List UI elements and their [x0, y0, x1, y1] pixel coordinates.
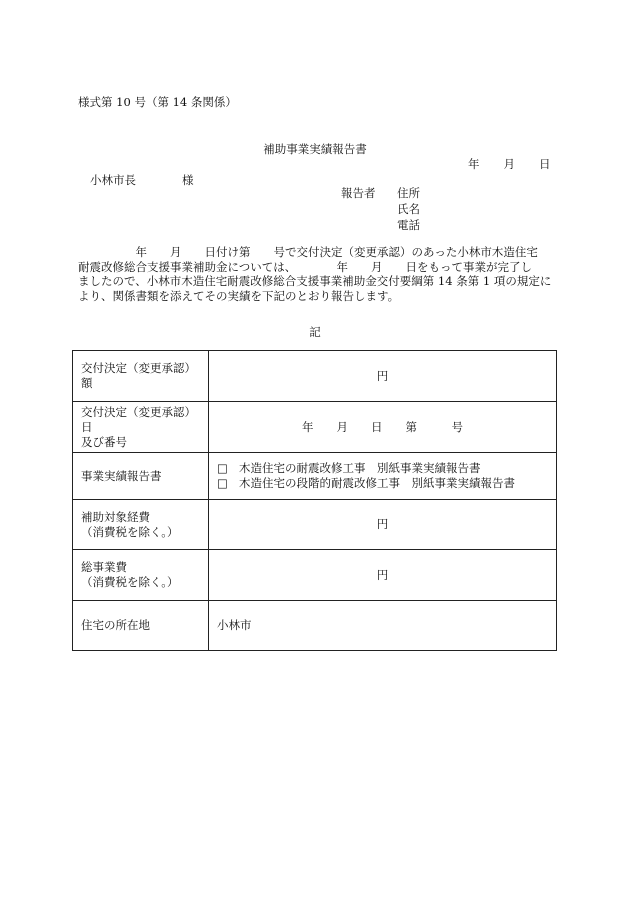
form-number: 様式第 10 号（第 14 条関係）: [78, 95, 237, 109]
date-year: 年: [468, 157, 480, 171]
total-cost-label-line1: 総事業費: [81, 560, 127, 574]
date-day: 日: [539, 157, 551, 171]
report-type-option[interactable]: [217, 476, 548, 491]
table-row-total-cost: [73, 550, 557, 601]
body-line: より、関係書類を添えてその実績を下記のとおり報告します。: [78, 288, 400, 303]
addressee: [90, 172, 194, 188]
table-row-location: [73, 601, 557, 651]
eligible-cost-label-line2: （消費税を除く。）: [81, 524, 179, 539]
option-label: 木造住宅の耐震改修工事 別紙事業実績報告書: [239, 461, 481, 475]
report-table: [72, 350, 557, 651]
total-cost-label-line2: （消費税を除く。）: [81, 575, 179, 589]
total-cost-value[interactable]: 円: [209, 550, 557, 601]
location-label: 住宅の所在地: [73, 601, 209, 651]
grant-date-label-line1: 交付決定（変更承認）日: [81, 404, 196, 434]
report-type-label: 事業実績報告書: [73, 453, 209, 500]
eligible-cost-value[interactable]: 円: [209, 500, 557, 550]
ki-heading: 記: [309, 325, 321, 339]
report-body: [78, 245, 552, 303]
body-line: 年 月 日付け第 号で交付決定（変更承認）のあった小林市木造住宅: [78, 245, 538, 259]
grant-date-value[interactable]: 年 月 日 第 号: [209, 402, 557, 453]
reporter-block: [341, 185, 420, 233]
grant-amount-value[interactable]: 円: [209, 351, 557, 402]
page-title: 補助事業実績報告書: [263, 142, 367, 156]
report-type-option[interactable]: [217, 461, 548, 476]
reporter-field-address: 住所: [397, 186, 420, 200]
checkbox-icon[interactable]: □: [217, 476, 228, 490]
grant-amount-label: 交付決定（変更承認）額: [73, 351, 209, 402]
body-line: 耐震改修総合支援事業補助金については、 年 月 日をもって事業が完了し: [78, 259, 533, 274]
date-line: [468, 156, 551, 172]
total-cost-label: [73, 550, 209, 601]
checkbox-icon[interactable]: □: [217, 461, 228, 475]
report-type-options: [209, 453, 557, 500]
table-row-report-type: [73, 453, 557, 500]
grant-date-label-line2: 及び番号: [81, 434, 127, 449]
reporter-label: 報告者: [341, 186, 376, 200]
table-row-eligible-cost: [73, 500, 557, 550]
body-line: ましたので、小林市木造住宅耐震改修総合支援事業補助金交付要綱第 14 条第 1 項の規定に: [78, 274, 552, 288]
date-month: 月: [503, 157, 515, 171]
addressee-name: 小林市長: [90, 173, 136, 187]
table-row-grant-date: [73, 402, 557, 453]
eligible-cost-label-line1: 補助対象経費: [81, 509, 150, 524]
location-value[interactable]: 小林市: [209, 601, 557, 651]
option-label: 木造住宅の段階的耐震改修工事 別紙事業実績報告書: [239, 476, 515, 490]
reporter-field-phone: 電話: [397, 218, 420, 232]
addressee-suffix: 様: [182, 173, 194, 187]
table-row-grant-amount: [73, 351, 557, 402]
reporter-field-name: 氏名: [397, 202, 420, 216]
grant-date-label: [73, 402, 209, 453]
eligible-cost-label: [73, 500, 209, 550]
